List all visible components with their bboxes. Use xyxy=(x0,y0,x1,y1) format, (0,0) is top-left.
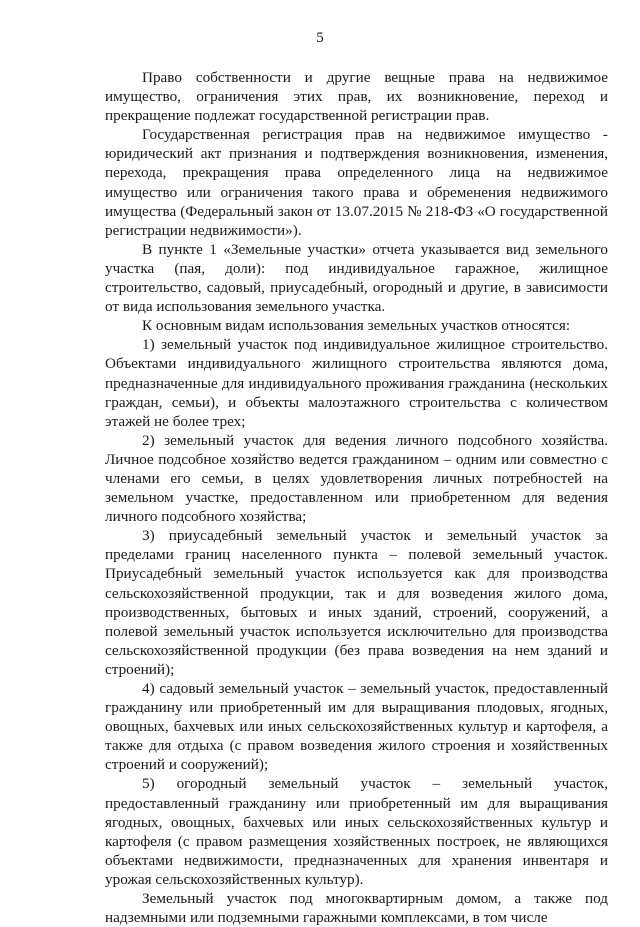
paragraph-property-rights: Право собственности и другие вещные права на недвижимое имущество, ограничения этих прав, их возникновение, переход и прекращение подлежат государственной регистрации прав. xyxy=(105,69,608,125)
paragraph-land-plots-item: В пункте 1 «Земельные участки» отчета указывается вид земельного участка (пая, доли): под индивидуальное гаражное, жилищное строительство, садовый, приусадебный, огородный и другие, в зависимости от вида использования земельного участка. xyxy=(105,240,608,316)
paragraph-type-4: 4) садовый земельный участок – земельный участок, предоставленный гражданину или приобретенный им для выращивания плодовых, ягодных, овощных, бахчевых или иных сельскохозяйственных культур и картофеля, а также для отдыха (с правом возведения жилого строения и хозяйственных строений и сооружений); xyxy=(105,680,608,774)
paragraph-type-5: 5) огородный земельный участок – земельный участок, предоставленный гражданину или приобретенный им для выращивания ягодных, овощных, бахчевых или иных сельскохозяйственных культур и картофеля (с правом размещения хозяйственных построек, не являющихся объектами недвижимости, предназначенных для хранения инвентаря и урожая сельскохозяйственных культур). xyxy=(105,775,608,888)
paragraph-type-2: 2) земельный участок для ведения личного подсобного хозяйства. Личное подсобное хозяйство ведется гражданином – одним или совместно с членами его семьи, в целях удовлетворения личных потребностей на земельном участке, предоставленном или приобретенном для ведения личного подсобного хозяйства; xyxy=(105,431,608,526)
document-body xyxy=(105,68,608,927)
paragraph-apartment-building: Земельный участок под многоквартирным домом, а также под надземными или подземными гаражными комплексами, в том числе xyxy=(105,890,608,927)
paragraph-type-1: 1) земельный участок под индивидуальное жилищное строительство. Объектами индивидуального жилищного строительства являются дома, предназначенные для индивидуального проживания гражданина (нескольких граждан, семьи), и объекты малоэтажного строительства с количеством этажей не более трех; xyxy=(105,336,608,430)
page-number: 5 xyxy=(316,30,324,46)
paragraph-state-registration: Государственная регистрация прав на недвижимое имущество - юридический акт признания и подтверждения возникновения, изменения, перехода, прекращения права определенного лица на недвижимое имущество или ограничения такого права и обременения недвижимого имущества (Федеральный закон от 13.07.2015 № 218-ФЗ «О государственной регистрации недвижимости»). xyxy=(105,126,608,239)
paragraph-main-types-intro: К основным видам использования земельных участков относятся: xyxy=(142,317,571,335)
paragraph-type-3: 3) приусадебный земельный участок и земельный участок за пределами границ населенного пункта – полевой земельный участок. Приусадебный земельный участок используется как для производства сельскохозяйственной продукции, так и для возведения жилого дома, производственных, бытовых и иных зданий, строений, сооружений, а полевой земельный участок используется исключительно для производства сельскохозяйственной продукции (без права возведения на нем зданий и строений); xyxy=(105,527,608,678)
